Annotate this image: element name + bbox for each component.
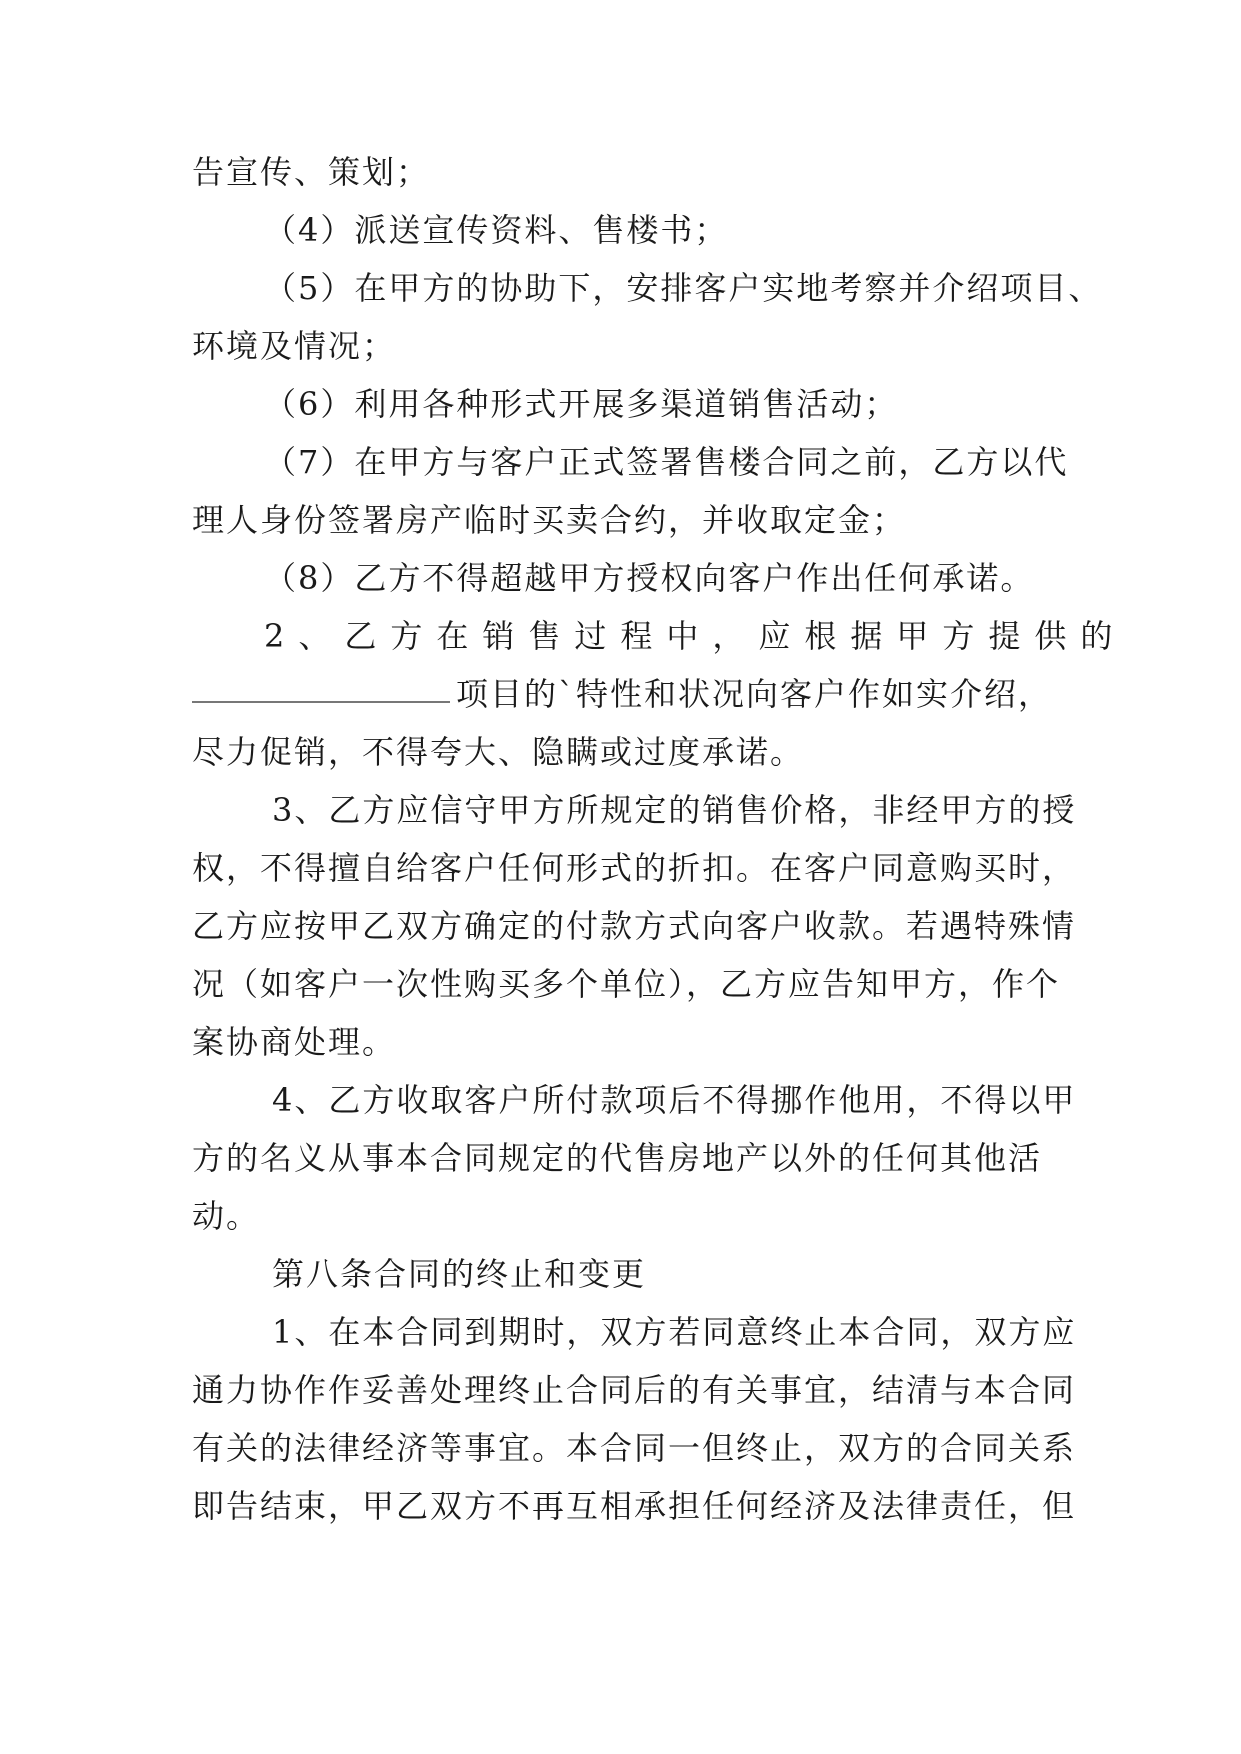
text-segment: 项目的`特性和状况向客户作如实介绍， [456, 675, 1053, 713]
text-line: 尽力促销，不得夸大、隐瞒或过度承诺。 [192, 733, 805, 771]
text-line: （7）在甲方与客户正式签署售楼合同之前，乙方以代 [264, 443, 1069, 481]
text-line: 3、乙方应信守甲方所规定的销售价格，非经甲方的授 [272, 791, 1077, 829]
text-line: 乙方应按甲乙双方确定的付款方式向客户收款。若遇特殊情 [192, 907, 1077, 945]
text-line: （5）在甲方的协助下，安排客户实地考察并介绍项目、 [264, 269, 1103, 307]
text-line: （4）派送宣传资料、售楼书； [264, 211, 729, 249]
text-line-with-blank [192, 674, 1052, 714]
text-line: 告宣传、策划； [192, 153, 431, 191]
text-line: 动。 [192, 1197, 261, 1235]
text-line: （6）利用各种形式开展多渠道销售活动； [264, 385, 899, 423]
text-line: （8）乙方不得超越甲方授权向客户作出任何承诺。 [264, 559, 1035, 597]
fill-in-blank [192, 701, 450, 703]
text-line: 2、乙方在销售过程中，应根据甲方提供的 [264, 617, 1127, 655]
text-line: 权，不得擅自给客户任何形式的折扣。在客户同意购买时， [192, 849, 1077, 887]
text-line: 1、在本合同到期时，双方若同意终止本合同，双方应 [272, 1313, 1077, 1351]
text-line: 环境及情况； [192, 327, 397, 365]
text-line: 即告结束，甲乙双方不再互相承担任何经济及法律责任，但 [192, 1487, 1077, 1525]
text-line: 理人身份签署房产临时买卖合约，并收取定金； [192, 501, 907, 539]
text-line: 通力协作作妥善处理终止合同后的有关事宜，结清与本合同 [192, 1371, 1077, 1409]
text-line: 4、乙方收取客户所付款项后不得挪作他用，不得以甲 [272, 1081, 1077, 1119]
text-line: 方的名义从事本合同规定的代售房地产以外的任何其他活 [192, 1139, 1043, 1177]
text-line: 案协商处理。 [192, 1023, 397, 1061]
text-line: 况（如客户一次性购买多个单位），乙方应告知甲方，作个 [192, 965, 1061, 1003]
section-heading: 第八条合同的终止和变更 [272, 1255, 647, 1293]
text-line: 有关的法律经济等事宜。本合同一但终止，双方的合同关系 [192, 1429, 1077, 1467]
